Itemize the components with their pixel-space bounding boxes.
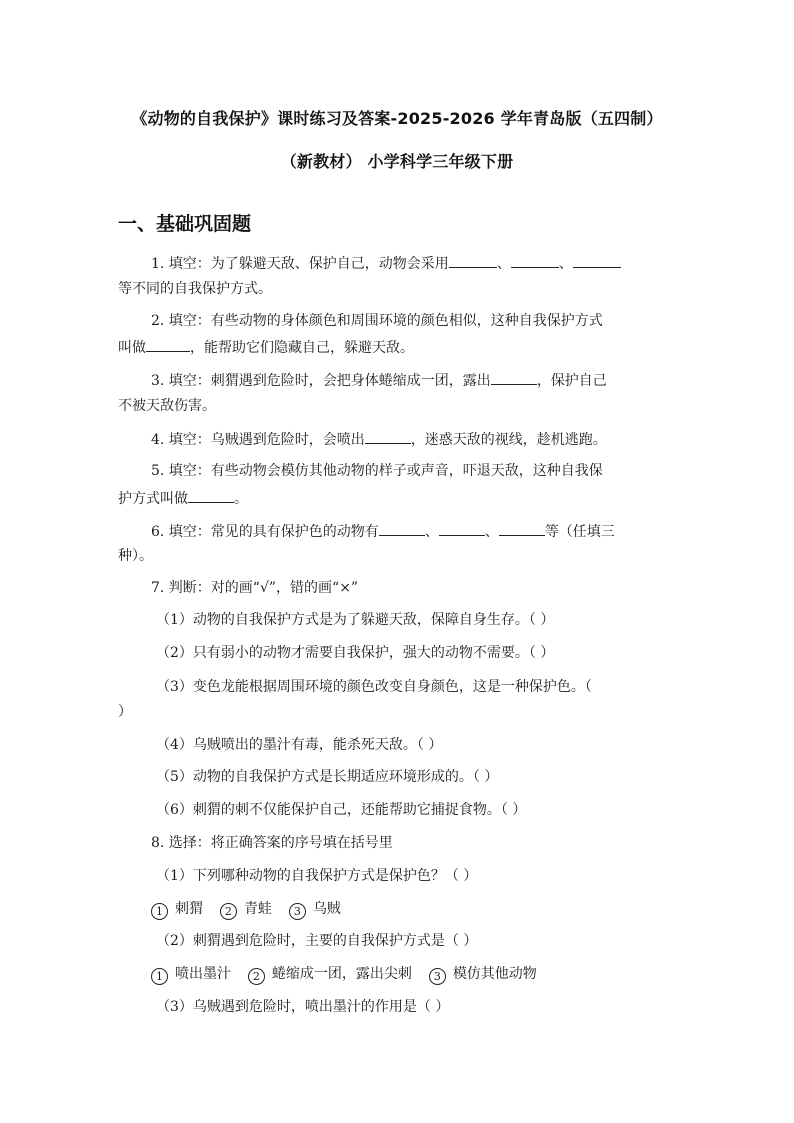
question-2-continued: 叫做 ，能帮助它们隐藏自己，躲避天敌。 — [118, 337, 414, 358]
question-6: 6. 填空：常见的具有保护色的动物有 、 、 等（任填三 — [151, 521, 615, 542]
question-1: 1. 填空：为了躲避天敌、保护自己，动物会采用 、 、 — [151, 253, 621, 274]
judgment-item-1: （1）动物的自我保护方式是为了躲避天敌，保障自身生存。（ ） — [156, 612, 555, 628]
choice-question-1: （1）下列哪种动物的自我保护方式是保护色？（ ） — [156, 868, 478, 884]
judgment-item-5: （5）动物的自我保护方式是长期适应环境形成的。（ ） — [156, 769, 499, 785]
option-marker: 3 — [289, 903, 306, 920]
option-marker: 2 — [248, 968, 265, 985]
question-7-heading: 7. 判断：对的画“√”，错的画“×” — [151, 580, 359, 596]
answer-blank — [188, 488, 234, 503]
answer-blank — [499, 521, 545, 536]
option-text: 刺猬 — [175, 901, 203, 917]
question-5-continued: 护方式叫做 。 — [118, 488, 248, 509]
question-8-heading: 8. 选择：将正确答案的序号填在括号里 — [151, 835, 393, 851]
option-marker: 1 — [151, 968, 168, 985]
answer-blank — [511, 253, 559, 268]
option-text: 模仿其他动物 — [452, 966, 537, 982]
question-3: 3. 填空：刺猬遇到危险时，会把身体蜷缩成一团，露出 ，保护自己 — [151, 370, 607, 391]
answer-blank — [439, 521, 485, 536]
answer-blank — [365, 429, 411, 444]
question-5: 5. 填空：有些动物会模仿其他动物的样子或声音，吓退天敌，这种自我保 — [151, 463, 603, 479]
option-marker: 1 — [151, 903, 168, 920]
section-heading: 一、基础巩固题 — [118, 213, 252, 235]
document-title-line-1: 《动物的自我保护》课时练习及答案-2025-2026 学年青岛版（五四制） — [131, 109, 663, 128]
question-1-continued: 等不同的自我保护方式。 — [118, 281, 272, 297]
document-title-line-2: （新教材） 小学科学三年级下册 — [280, 152, 514, 171]
choice-options-1 — [151, 899, 341, 920]
choice-options-2 — [151, 964, 537, 985]
answer-blank — [146, 337, 190, 352]
question-4: 4. 填空：乌贼遇到危险时，会喷出 ，迷惑天敌的视线，趁机逃跑。 — [151, 429, 607, 450]
answer-blank — [573, 253, 621, 268]
judgment-item-4: （4）乌贼喷出的墨汁有毒，能杀死天敌。（ ） — [156, 737, 443, 753]
question-3-continued: 不被天敌伤害。 — [118, 398, 216, 414]
judgment-item-3-continued: ） — [118, 704, 132, 720]
judgment-item-3: （3）变色龙能根据周围环境的颜色改变自身颜色，这是一种保护色。（ — [156, 679, 592, 695]
choice-question-2: （2）刺猬遇到危险时，主要的自我保护方式是（ ） — [156, 933, 478, 949]
option-text: 喷出墨汁 — [175, 966, 231, 982]
choice-question-3: （3）乌贼遇到危险时，喷出墨汁的作用是（ ） — [156, 999, 450, 1015]
answer-blank — [449, 253, 497, 268]
answer-blank — [379, 521, 425, 536]
option-text: 蜷缩成一团，露出尖刺 — [271, 966, 412, 982]
judgment-item-6: （6）刺猬的刺不仅能保护自己，还能帮助它捕捉食物。（ ） — [156, 802, 527, 818]
option-text: 乌贼 — [312, 901, 341, 917]
option-text: 青蛙 — [243, 901, 272, 917]
question-6-continued: 种）。 — [118, 548, 153, 564]
answer-blank — [491, 370, 537, 385]
option-marker: 2 — [220, 903, 237, 920]
judgment-item-2: （2）只有弱小的动物才需要自我保护，强大的动物不需要。（ ） — [156, 645, 555, 661]
option-marker: 3 — [429, 968, 446, 985]
question-2: 2. 填空：有些动物的身体颜色和周围环境的颜色相似，这种自我保护方式 — [151, 313, 603, 329]
